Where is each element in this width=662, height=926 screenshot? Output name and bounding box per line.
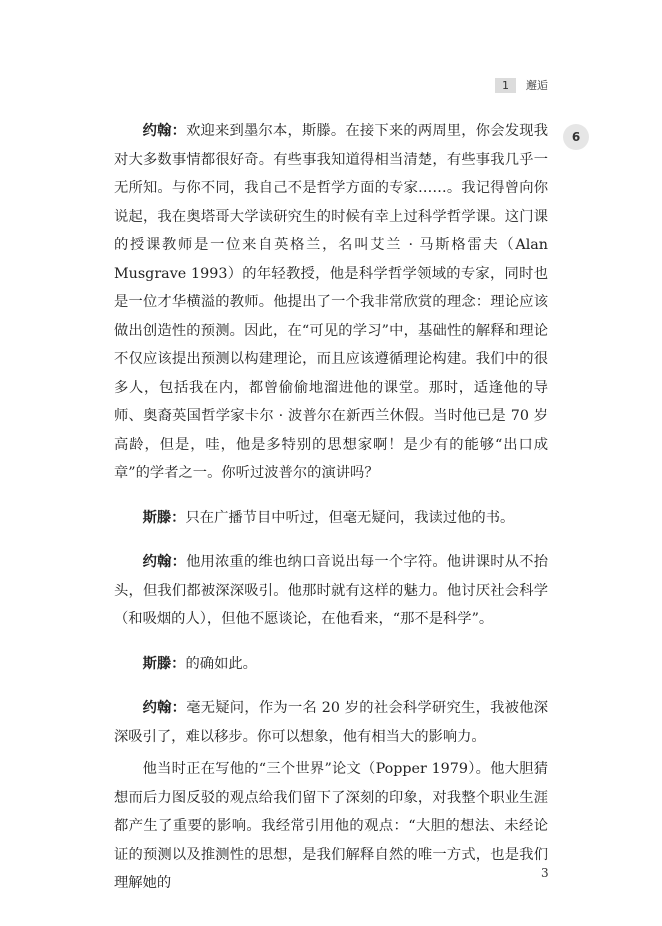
dialogue-paragraph [114,694,548,751]
paragraph-text: 毫无疑问，作为一名 20 岁的社会科学研究生，我被他深深吸引了，难以移步。你可以想象，他有相当大的影响力。 [114,700,549,745]
paragraph-text: 只在广播节目中听过，但毫无疑问，我读过他的书。 [185,509,515,526]
dialogue-paragraph [114,548,548,634]
page-number: 3 [541,866,549,880]
margin-page-badge: 6 [563,124,589,150]
body-text [114,117,548,898]
speaker-name: 约翰： [142,123,187,139]
speaker-name: 约翰： [142,554,187,570]
paragraph-text: 欢迎来到墨尔本，斯滕。在接下来的两周里，你会发现我对大多数事情都很好奇。有些事我知道得相当清楚，有些事我几乎一无所知。与你不同，我自己不是哲学方面的专家……。我记得曾向你说起，我在奥塔哥大学读研究生的时候有幸上过科学哲学课。这门课的授课教师是一位来自英格兰，名叫艾兰 · 马斯格雷夫（Alan Musgrave 1993）的年轻教授，他是科学哲学领域的专家，同时也是一位才华横溢的教师。他提出了一个我非常欣赏的理念：理论应该做出创造性的预测。因此，在“可见的学习”中，基础性的解释和理论不仅应该提出预测以构建理论，而且应该遵循理论构建。我们中的很多人，包括我在内，都曾偷偷地溜进他的课堂。那时，适逢他的导师、奥裔英国哲学家卡尔 · 波普尔在新西兰休假。当时他已是 70 岁高龄，但是，哇，他是多特别的思想家啊！是少有的能够“出口成章”的学者之一。你听过波普尔的演讲吗？ [114,123,549,481]
running-header [495,77,548,93]
paragraph-text: 他当时正在写他的“三个世界”论文（Popper 1979）。他大胆猜想而后力图反驳的观点给我们留下了深刻的印象，对我整个职业生涯都产生了重要的影响。我经常引用他的观点：“大胆的想法、未经论证的预测以及推测性的思想，是我们解释自然的唯一方式，也是我们理解她的 [114,761,548,891]
speaker-name: 斯滕： [142,509,186,526]
dialogue-paragraph [114,755,548,898]
speaker-name: 斯滕： [142,655,186,672]
paragraph-text: 的确如此。 [185,655,257,672]
chapter-number: 1 [495,78,516,93]
chapter-title: 邂逅 [526,79,548,92]
dialogue-paragraph [114,504,548,533]
paragraph-text: 他用浓重的维也纳口音说出每一个字符。他讲课时从不抬头，但我们都被深深吸引。他那时就有这样的魅力。他讨厌社会科学（和吸烟的人），但他不愿谈论，在他看来，“那不是科学”。 [114,554,549,627]
dialogue-paragraph [114,117,548,488]
speaker-name: 约翰： [142,700,187,716]
dialogue-paragraph [114,650,548,679]
